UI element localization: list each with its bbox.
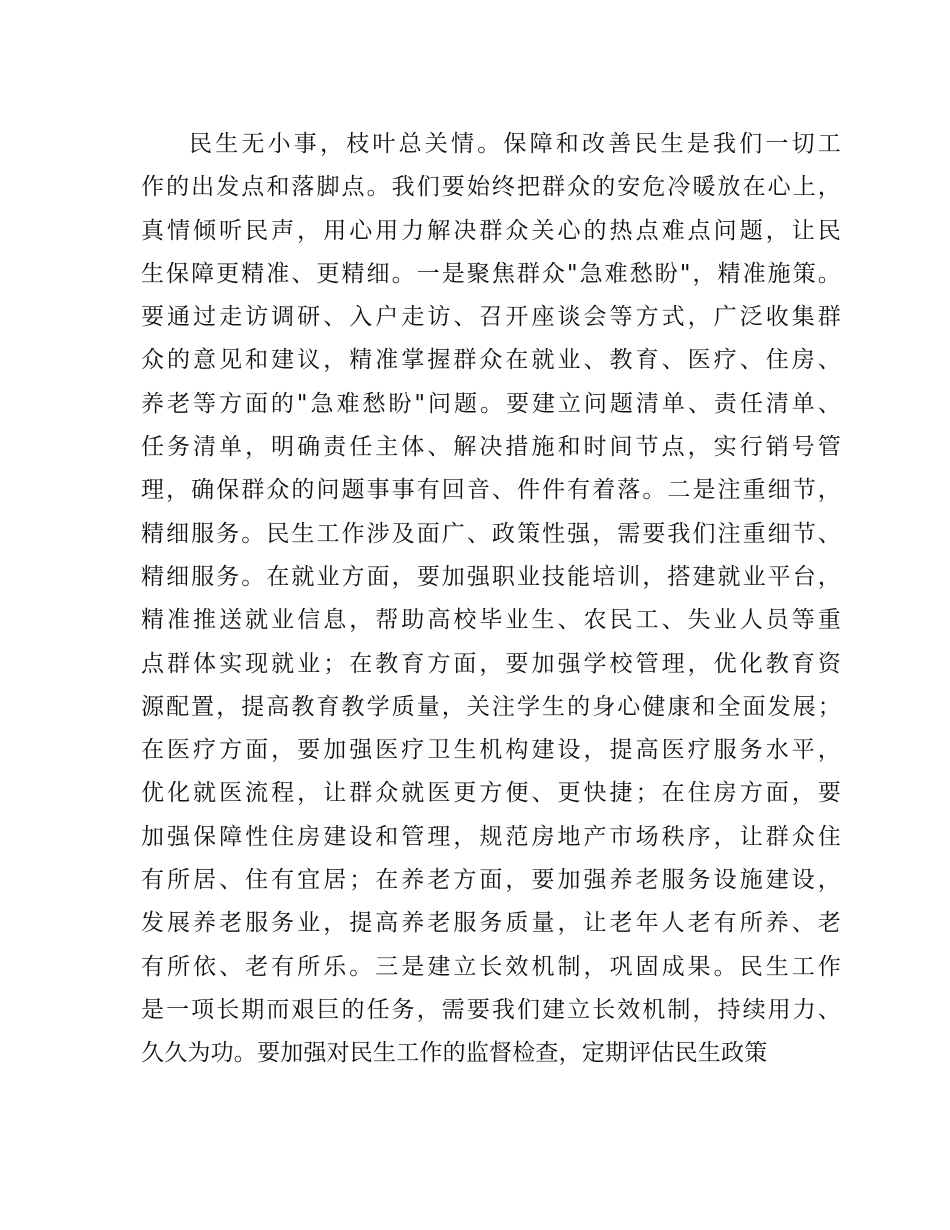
paragraph-line: 有所居、住有宜居；在养老方面，要加强养老服务设施建设， — [141, 867, 841, 894]
paragraph-line: 精细服务。民生工作涉及面广、政策性强，需要我们注重细节、 — [141, 520, 841, 547]
paragraph-line: 久久为功。要加强对民生工作的监督检查，定期评估民生政策 — [141, 1040, 768, 1067]
paragraph-line: 源配置，提高教育教学质量，关注学生的身心健康和全面发展； — [141, 693, 841, 720]
paragraph-line: 优化就医流程，让群众就医更方便、更快捷；在住房方面，要 — [141, 780, 841, 807]
body-paragraph — [141, 123, 841, 1076]
paragraph-line: 理，确保群众的问题事事有回音、件件有着落。二是注重细节， — [141, 477, 841, 504]
paragraph-line: 作的出发点和落脚点。我们要始终把群众的安危冷暖放在心上， — [141, 174, 841, 201]
paragraph-line: 生保障更精准、更精细。一是聚焦群众"急难愁盼"，精准施策。 — [141, 260, 841, 287]
paragraph-line: 要通过走访调研、入户走访、召开座谈会等方式，广泛收集群 — [141, 304, 841, 331]
paragraph-line: 加强保障性住房建设和管理，规范房地产市场秩序，让群众住 — [141, 823, 841, 850]
paragraph-line: 精细服务。在就业方面，要加强职业技能培训，搭建就业平台， — [141, 563, 841, 590]
paragraph-line: 精准推送就业信息，帮助高校毕业生、农民工、失业人员等重 — [141, 607, 841, 634]
paragraph-line: 民生无小事，枝叶总关情。保障和改善民生是我们一切工 — [189, 131, 841, 157]
paragraph-line: 任务清单，明确责任主体、解决措施和时间节点，实行销号管 — [141, 434, 841, 461]
paragraph-line: 有所依、老有所乐。三是建立长效机制，巩固成果。民生工作 — [141, 953, 841, 980]
paragraph-line: 真情倾听民声，用心用力解决群众关心的热点难点问题，让民 — [141, 217, 841, 244]
paragraph-line: 是一项长期而艰巨的任务，需要我们建立长效机制，持续用力、 — [141, 996, 841, 1023]
paragraph-line: 在医疗方面，要加强医疗卫生机构建设，提高医疗服务水平， — [141, 737, 841, 764]
paragraph-line: 发展养老服务业，提高养老服务质量，让老年人老有所养、老 — [141, 910, 841, 937]
paragraph-line: 养老等方面的"急难愁盼"问题。要建立问题清单、责任清单、 — [141, 390, 841, 417]
paragraph-line: 众的意见和建议，精准掌握群众在就业、教育、医疗、住房、 — [141, 347, 841, 374]
paragraph-line: 点群体实现就业；在教育方面，要加强学校管理，优化教育资 — [141, 650, 841, 677]
